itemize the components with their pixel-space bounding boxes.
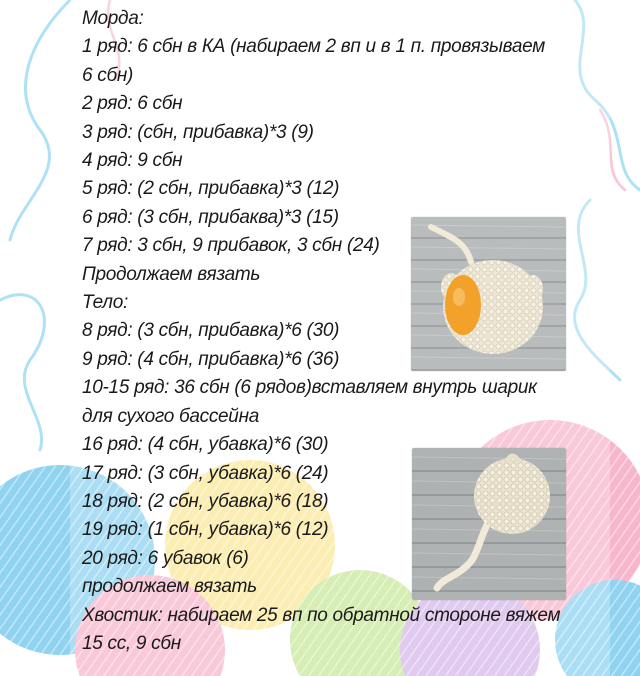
instruction-line: Продолжаем вязать [82, 263, 261, 285]
instruction-line: продолжаем вязать [82, 576, 257, 598]
instruction-line: 6 сбн) [82, 64, 134, 86]
instruction-line: 9 ряд: (4 сбн, прибавка)*6 (36) [82, 348, 340, 370]
photo-knitted-body-with-tail [412, 448, 566, 600]
instruction-line: Тело: [82, 292, 128, 314]
instruction-line: Морда: [82, 8, 144, 29]
instruction-line: 8 ряд: (3 сбн, прибавка)*6 (30) [82, 320, 340, 342]
instruction-line: 20 ряд: 6 убавок (6) [82, 547, 249, 569]
instruction-line: 4 ряд: 9 сбн [82, 150, 183, 172]
instruction-line: 10-15 ряд: 36 сбн (6 рядов)вставляем внутрь шарик [82, 377, 537, 399]
instruction-line: 5 ряд: (2 сбн, прибавка)*3 (12) [82, 178, 340, 200]
instruction-line: 17 ряд: (3 сбн, убавка)*6 (24) [82, 462, 329, 484]
instruction-line: 18 ряд: (2 сбн, убавка)*6 (18) [82, 490, 329, 512]
instruction-line: 1 ряд: 6 сбн в КА (набираем 2 вп и в 1 п. провязываем [82, 36, 545, 58]
instruction-line: 3 ряд: (сбн, прибавка)*3 (9) [82, 121, 314, 143]
instruction-line: 15 сс, 9 сбн [82, 632, 181, 654]
photo-knitted-head-with-ball [411, 217, 566, 371]
instruction-line: 7 ряд: 3 сбн, 9 прибавок, 3 сбн (24) [82, 235, 380, 257]
instruction-line: для сухого бассейна [82, 405, 259, 427]
instruction-line: 19 ряд: (1 сбн, убавка)*6 (12) [82, 519, 329, 541]
instruction-line: 6 ряд: (3 сбн, прибаква)*3 (15) [82, 206, 339, 228]
instruction-line: 2 ряд: 6 сбн [82, 93, 183, 115]
instruction-line: Хвостик: набираем 25 вп по обратной стороне вяжем [82, 604, 561, 626]
instruction-line: 16 ряд: (4 сбн, убавка)*6 (30) [82, 434, 329, 456]
